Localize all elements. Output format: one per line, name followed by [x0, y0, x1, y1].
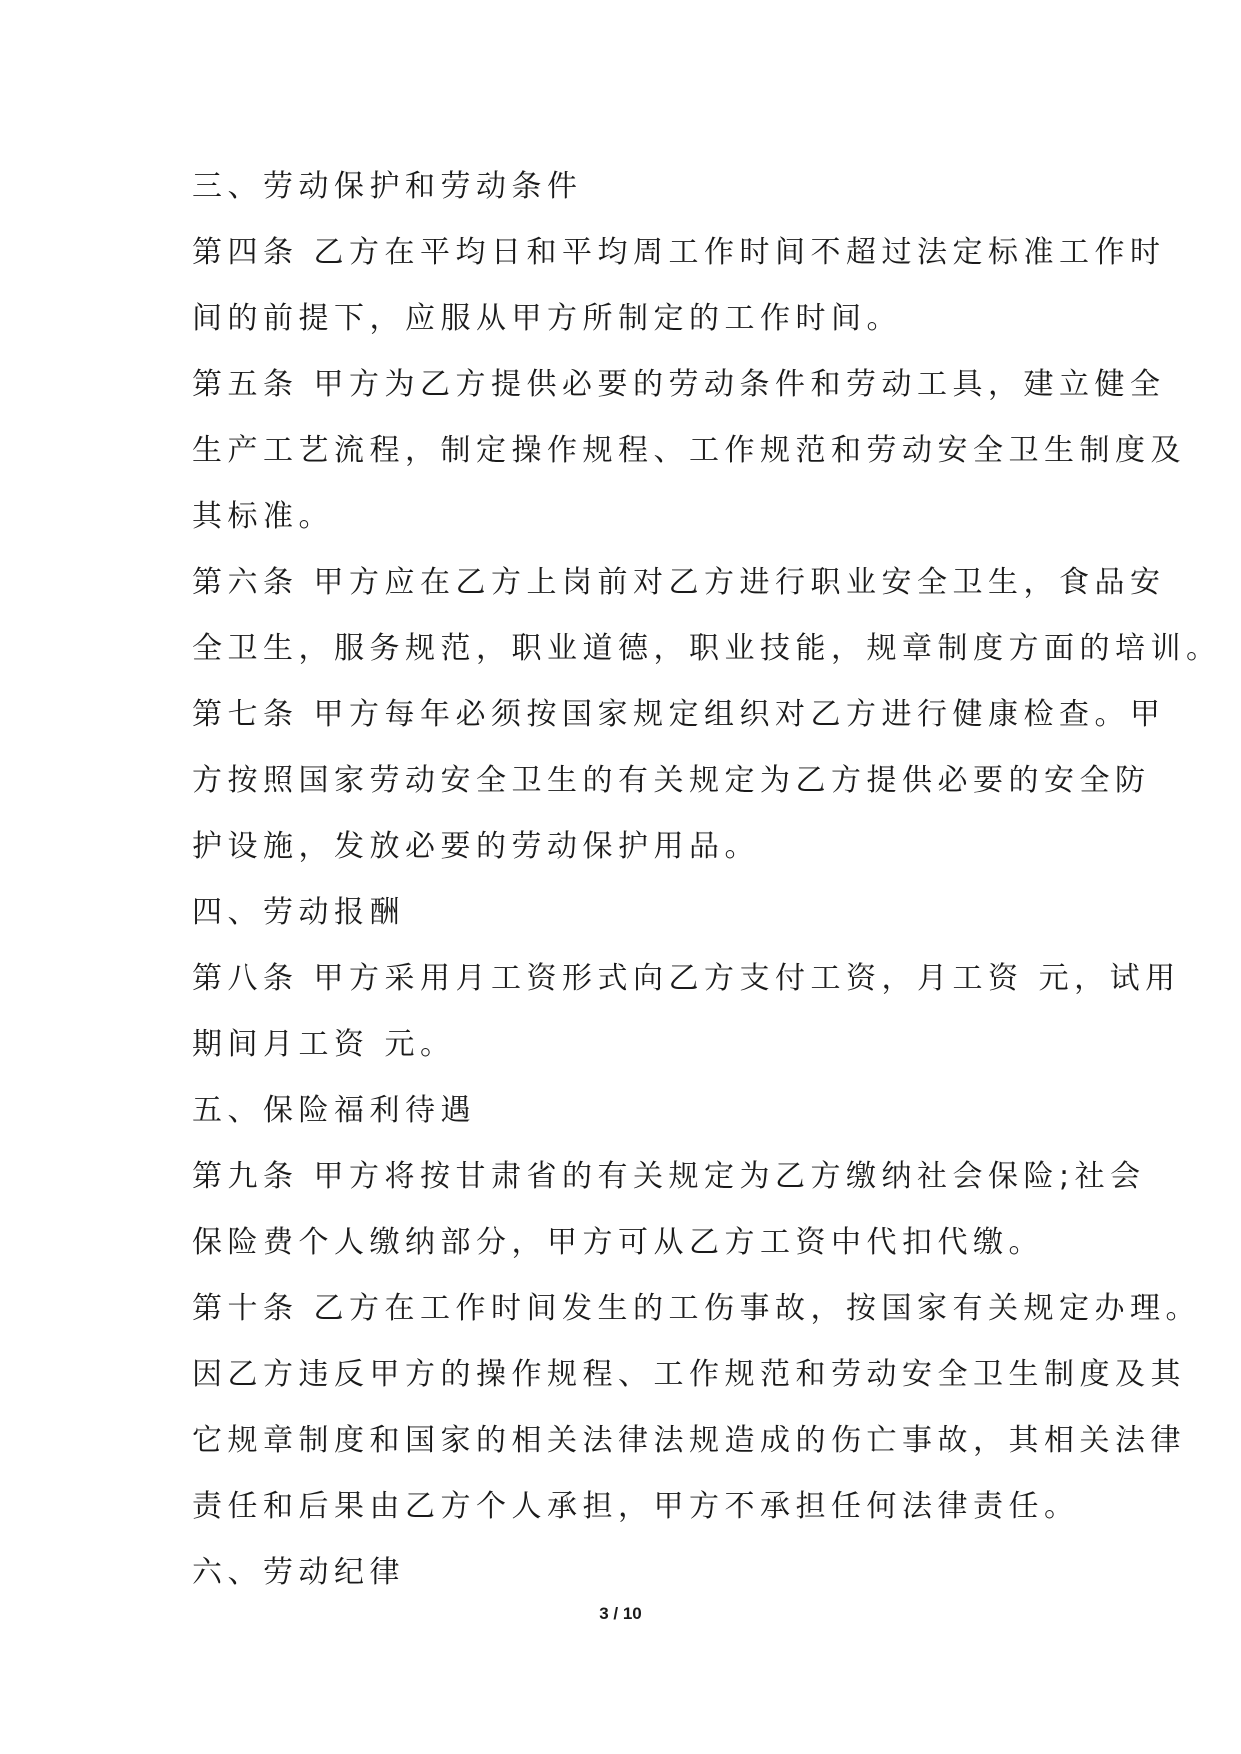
- section-heading-5: 五、保险福利待遇: [192, 1093, 476, 1128]
- article-7-line-2: 方按照国家劳动安全卫生的有关规定为乙方提供必要的安全防: [192, 763, 1151, 798]
- article-10-line-1: 第十条 乙方在工作时间发生的工伤事故，按国家有关规定办理。: [192, 1291, 1202, 1326]
- article-8-line-2: 期间月工资 元。: [192, 1027, 456, 1062]
- article-6-line-2: 全卫生，服务规范，职业道德，职业技能，规章制度方面的培训。: [192, 631, 1222, 666]
- article-6-line-1: 第六条 甲方应在乙方上岗前对乙方进行职业安全卫生，食品安: [192, 565, 1166, 600]
- article-5-line-1: 第五条 甲方为乙方提供必要的劳动条件和劳动工具，建立健全: [192, 367, 1166, 402]
- article-7-line-3: 护设施，发放必要的劳动保护用品。: [192, 829, 760, 864]
- article-10-line-4: 责任和后果由乙方个人承担，甲方不承担任何法律责任。: [192, 1489, 1080, 1524]
- article-10-line-2: 因乙方违反甲方的操作规程、工作规范和劳动安全卫生制度及其: [192, 1357, 1186, 1392]
- article-5-line-2: 生产工艺流程，制定操作规程、工作规范和劳动安全卫生制度及: [192, 433, 1186, 468]
- article-9-line-1: 第九条 甲方将按甘肃省的有关规定为乙方缴纳社会保险;社会: [192, 1159, 1146, 1194]
- section-heading-6: 六、劳动纪律: [192, 1555, 405, 1590]
- article-4-line-1: 第四条 乙方在平均日和平均周工作时间不超过法定标准工作时: [192, 235, 1166, 270]
- article-4-line-2: 间的前提下，应服从甲方所制定的工作时间。: [192, 301, 902, 336]
- article-5-line-3: 其标准。: [192, 499, 334, 534]
- article-10-line-3: 它规章制度和国家的相关法律法规造成的伤亡事故，其相关法律: [192, 1423, 1186, 1458]
- article-9-line-2: 保险费个人缴纳部分，甲方可从乙方工资中代扣代缴。: [192, 1225, 1044, 1260]
- section-heading-4: 四、劳动报酬: [192, 895, 405, 930]
- document-body: [192, 154, 1222, 1606]
- article-8-line-1: 第八条 甲方采用月工资形式向乙方支付工资，月工资 元，试用: [192, 961, 1181, 996]
- section-heading-3: 三、劳动保护和劳动条件: [192, 169, 583, 204]
- page-number: 3 / 10: [599, 1604, 642, 1623]
- article-7-line-1: 第七条 甲方每年必须按国家规定组织对乙方进行健康检查。甲: [192, 697, 1166, 732]
